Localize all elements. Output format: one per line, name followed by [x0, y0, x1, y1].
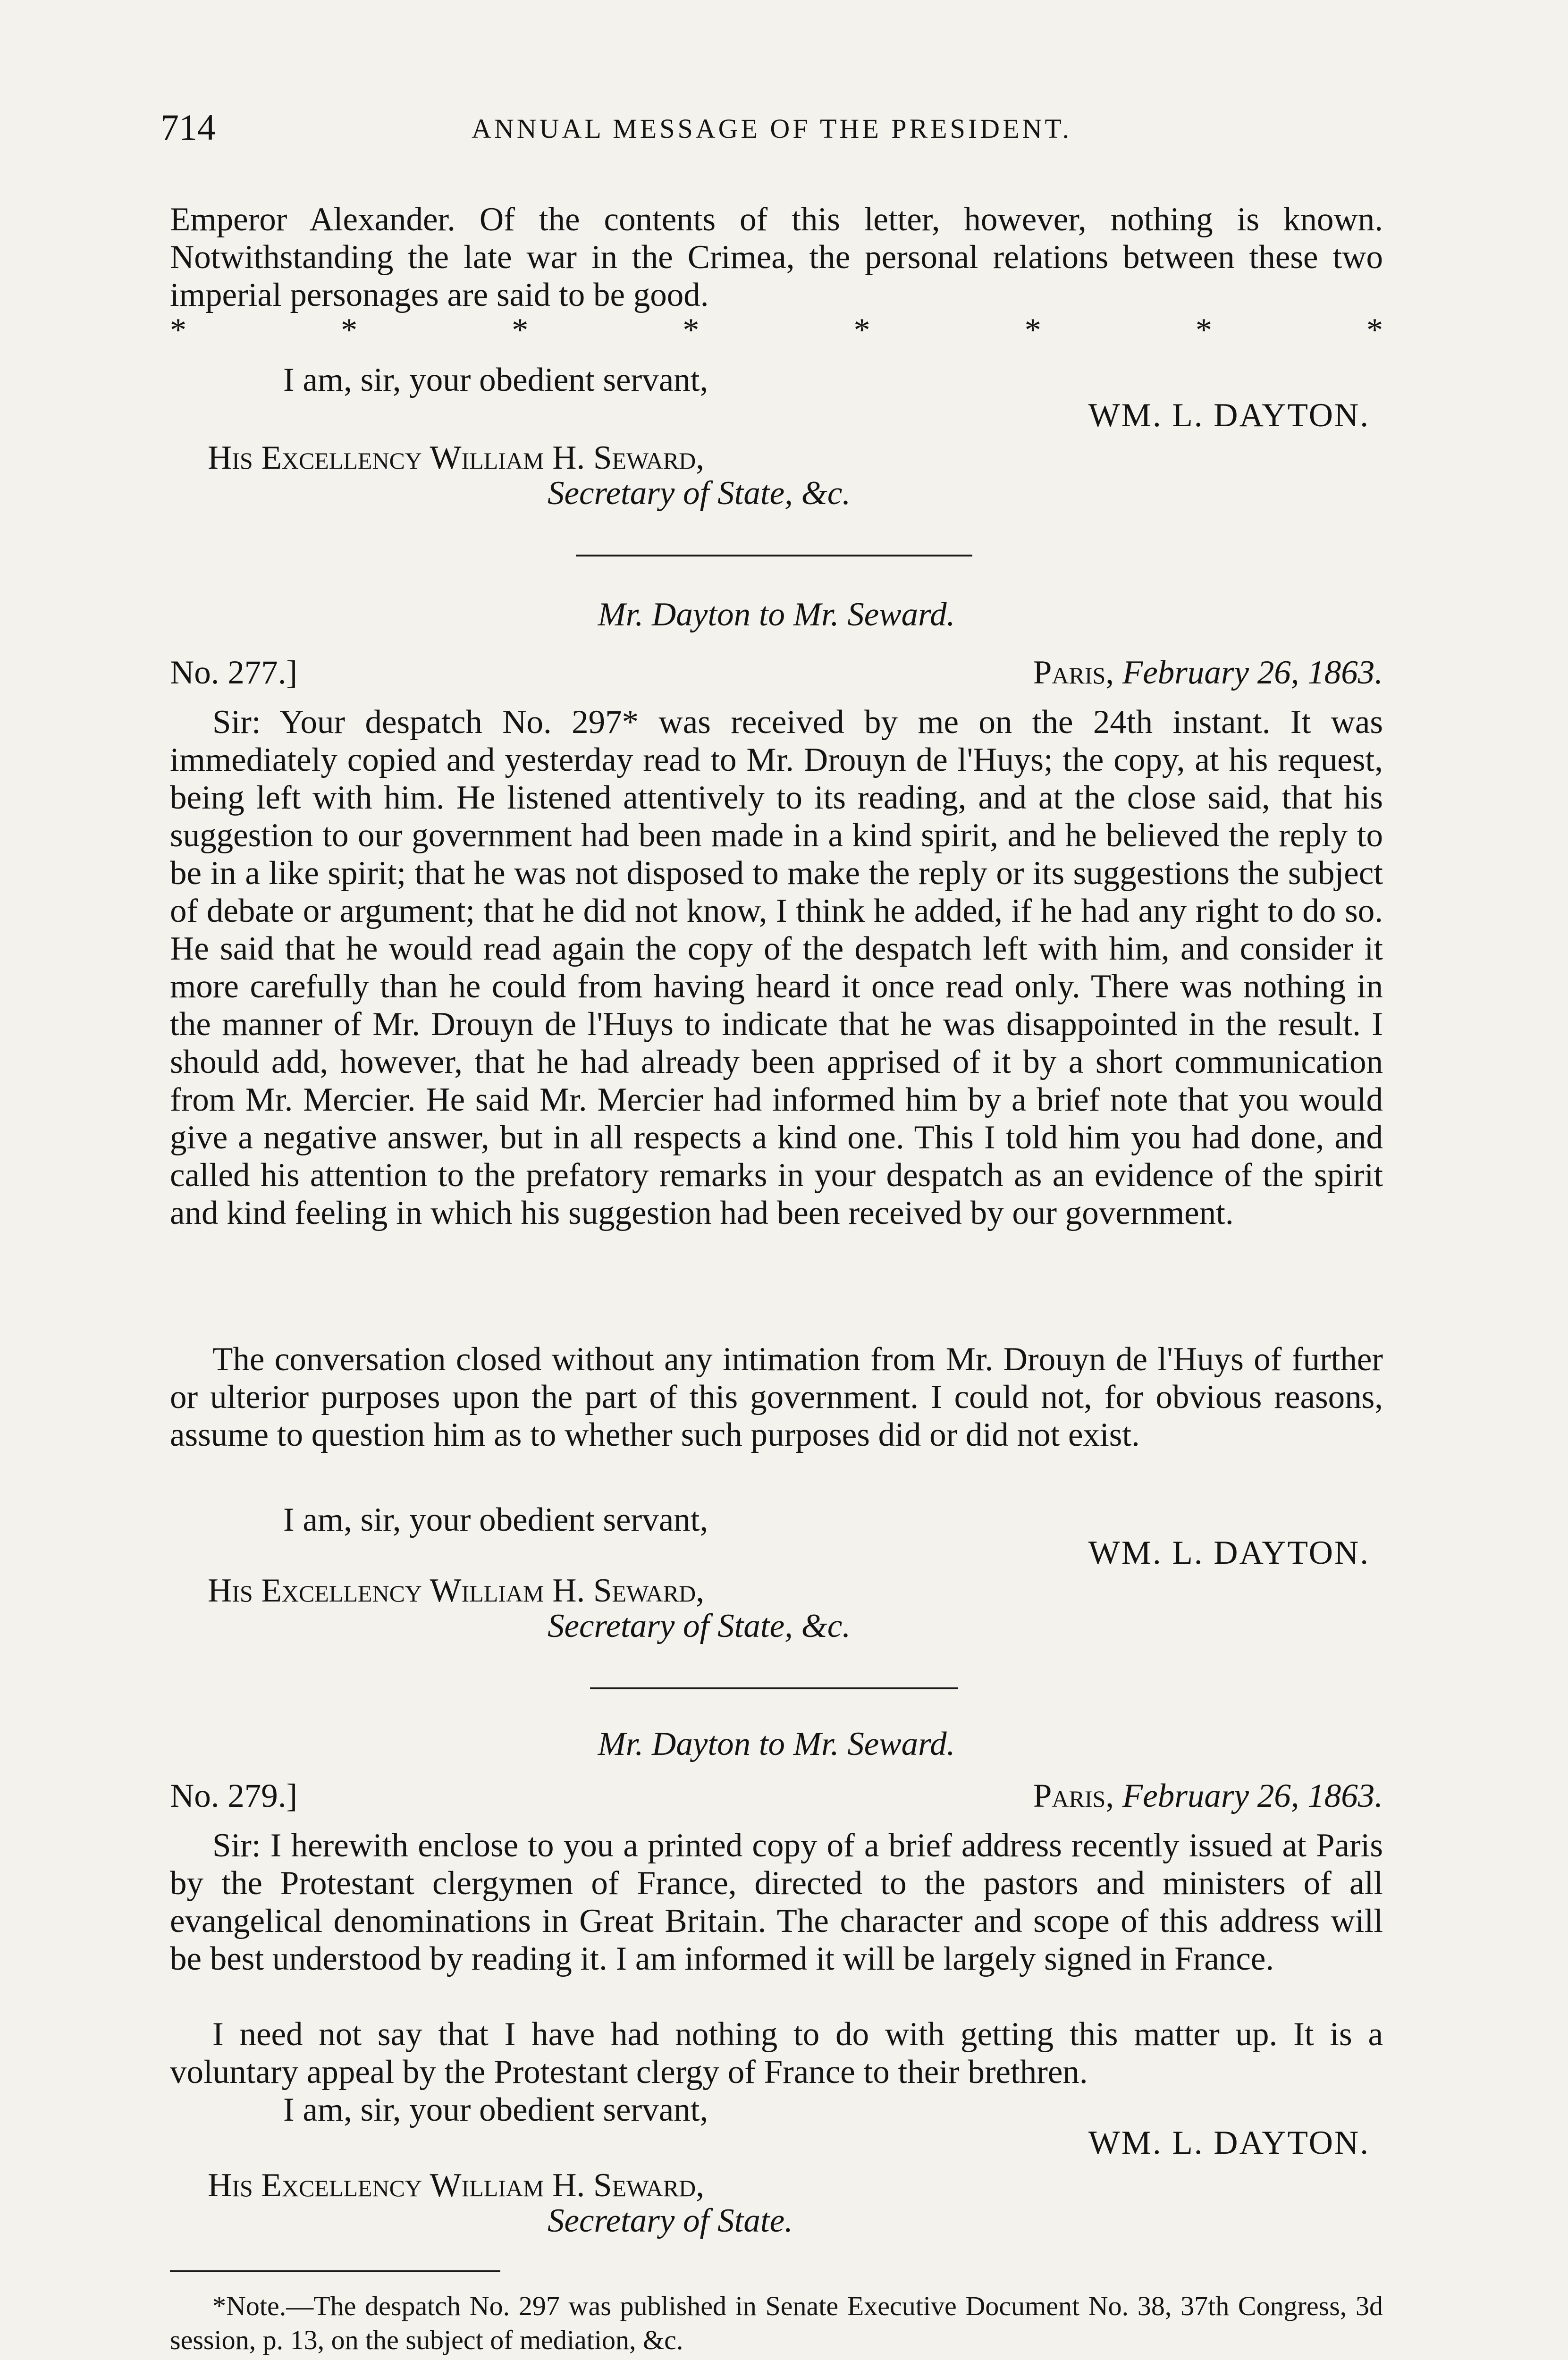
omission-stars	[170, 312, 1383, 349]
running-head: ANNUAL MESSAGE OF THE PRESIDENT.	[471, 113, 1072, 144]
letter-paragraph: I need not say that I have had nothing to do with getting this matter up. It is a voluntary appeal by the Protestant clergy of France to their brethren.	[170, 2016, 1383, 2090]
star: *	[683, 312, 700, 348]
star: *	[1366, 312, 1383, 348]
place: Paris,	[1033, 654, 1114, 691]
place: Paris,	[1033, 1778, 1114, 1814]
dateline	[170, 1777, 1383, 1820]
dateline-place-date	[1033, 1777, 1383, 1815]
signature: WM. L. DAYTON.	[1088, 2124, 1370, 2161]
page-number: 714	[160, 107, 216, 148]
signature: WM. L. DAYTON.	[1088, 397, 1370, 434]
addressee: His Excellency William H. Seward,	[208, 439, 704, 476]
dateline-place-date	[1033, 654, 1383, 692]
addressee: His Excellency William H. Seward,	[208, 2167, 704, 2204]
footnote-divider	[170, 2270, 500, 2272]
closing-line: I am, sir, your obedient servant,	[283, 2091, 708, 2128]
signature: WM. L. DAYTON.	[1088, 1534, 1370, 1571]
closing-line: I am, sir, your obedient servant,	[283, 362, 708, 398]
section-divider	[576, 555, 972, 556]
addressee: His Excellency William H. Seward,	[208, 1572, 704, 1609]
letter-heading: Mr. Dayton to Mr. Seward.	[598, 596, 955, 633]
addressee-title: Secretary of State, &c.	[548, 475, 851, 512]
addressee-title: Secretary of State, &c.	[548, 1608, 851, 1644]
letter-paragraph: Sir: I herewith enclose to you a printed copy of a brief address recently issued at Paris by the Protestant clergymen of France, directed to the pastors and ministers of all evangelical denominations in Great Britain. The character and scope of this address will be best understood by reading it. I am informed it will be largely signed in France.	[170, 1827, 1383, 1977]
star: *	[170, 312, 186, 348]
date: February 26, 1863.	[1122, 1778, 1383, 1814]
letter-heading: Mr. Dayton to Mr. Seward.	[598, 1726, 955, 1762]
closing-line: I am, sir, your obedient servant,	[283, 1501, 708, 1538]
continuation-paragraph: Emperor Alexander. Of the contents of this letter, however, nothing is known. Notwithstanding the late war in the Crimea, the personal relations between these two imperial personages are said to be good.	[170, 201, 1383, 313]
letter-paragraph: The conversation closed without any intimation from Mr. Drouyn de l'Huys of further or ulterior purposes upon the part of this government. I could not, for obvious reasons, assume to question him as to whether such purposes did or did not exist.	[170, 1341, 1383, 1453]
despatch-number: No. 279.]	[170, 1778, 298, 1814]
footnote: *Note.—The despatch No. 297 was published in Senate Executive Document No. 38, 37th Congress, 3d session, p. 13, on the subject of mediation, &c.	[170, 2291, 1383, 2355]
star: *	[853, 312, 870, 348]
despatch-number: No. 277.]	[170, 654, 298, 691]
dateline	[170, 654, 1383, 696]
letter-paragraph: Sir: Your despatch No. 297* was received by me on the 24th instant. It was immediately copied and yesterday read to Mr. Drouyn de l'Huys; the copy, at his request, being left with him. He listened attentively to its reading, and at the close said, that his suggestion to our government had been made in a kind spirit, and he believed the reply to be in a like spirit; that he was not disposed to make the reply or its suggestions the subject of debate or argument; that he did not know, I think he added, if he had any right to do so. He said that he would read again the copy of the despatch left with him, and consider it more carefully than he could from having heard it once read only. There was nothing in the manner of Mr. Drouyn de l'Huys to indicate that he was disappointed in the result. I should add, however, that he had already been apprised of it by a short communication from Mr. Mercier. He said Mr. Mercier had informed him by a brief note that you would give a negative answer, but in all respects a kind one. This I told him you had done, and called his attention to the prefatory remarks in your despatch as an evidence of the spirit and kind feeling in which his suggestion had been received by our government.	[170, 704, 1383, 1231]
star: *	[1024, 312, 1041, 348]
addressee-title: Secretary of State.	[548, 2202, 793, 2239]
star: *	[1195, 312, 1212, 348]
section-divider	[590, 1687, 958, 1689]
page-header	[160, 106, 1383, 158]
date: February 26, 1863.	[1122, 654, 1383, 691]
star: *	[341, 312, 358, 348]
star: *	[512, 312, 529, 348]
